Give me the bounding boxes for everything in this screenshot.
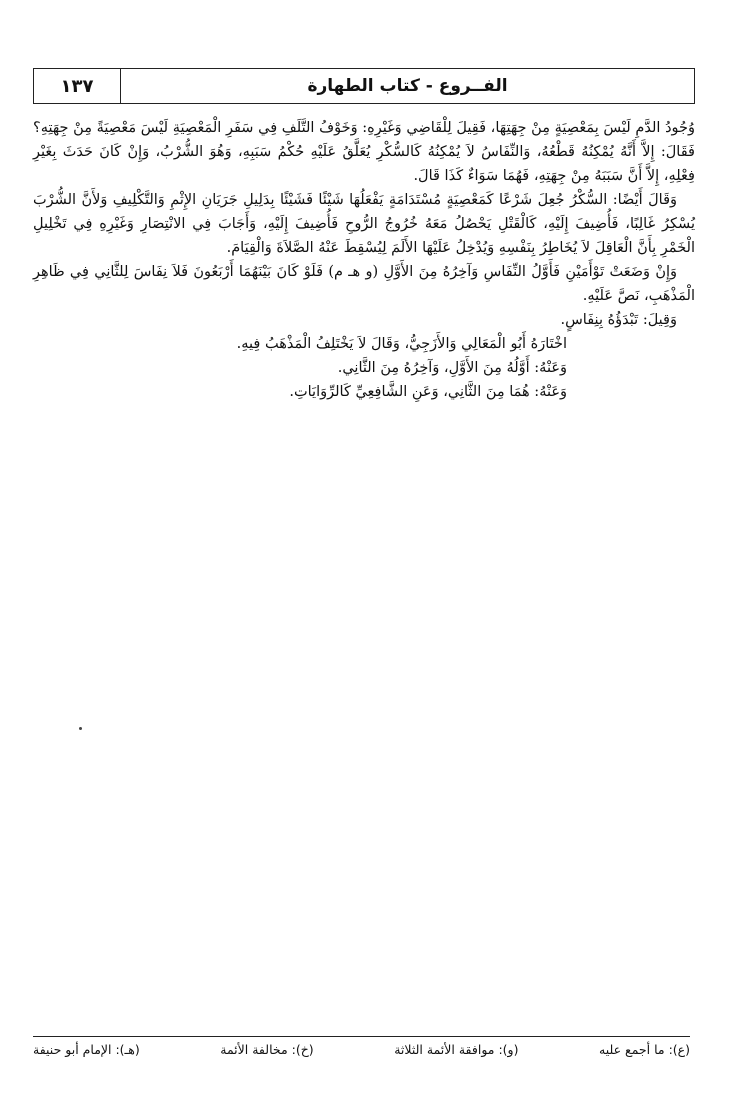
footer-legend <box>33 1042 690 1062</box>
stray-dot <box>79 727 82 730</box>
body-text <box>33 116 695 404</box>
footer-legend-item: (و): موافقة الأئمة الثلاثة <box>394 1042 519 1057</box>
paragraph: وَإِنْ وَضَعَتْ تَوْأَمَيْنِ فَأَوَّلُ النِّفَاسِ وَآخِرُهُ مِنَ الأَوَّلِ (و هـ م) فَلَوْ كَانَ بَيْنَهُمَا أَرْبَعُونَ فَلاَ نِفَاسَ لِلثَّانِي فِي ظَاهِرِ الْمَذْهَبِ، نَصَّ عَلَيْهِ. <box>33 264 695 304</box>
footer-legend-item: (خ): مخالفة الأئمة <box>220 1042 314 1057</box>
footer-legend-item: (هـ): الإمام أبو حنيفة <box>33 1042 140 1057</box>
page-number: ١٣٧ <box>34 69 121 103</box>
paragraph: اخْتَارَهُ أَبُو الْمَعَالِي وَالأَزَجِيُّ، وَقَالَ لاَ يَخْتَلِفُ الْمَذْهَبُ فِيهِ. <box>236 336 567 352</box>
paragraph: وَقَالَ أَيْضًا: السُّكْرُ جُعِلَ شَرْعًا كَمَعْصِيَةٍ مُسْتَدَامَةٍ يَفْعَلُهَا شَيْئًا فَشَيْئًا بِدَلِيلِ جَرَيَانِ الإِثْمِ وَالتَّكْلِيفِ وَلأَنَّ الشُّرْبَ يُسْكِرُ غَالِبًا، فَأُضِيفَ إِلَيْهِ، كَالْقَتْلِ يَحْصُلُ مَعَهُ خُرُوجُ الرُّوحِ فَأُضِيفَ إِلَيْهِ، وَأَجَابَ فِي الانْتِصَارِ وَغَيْرِهِ فِي تَخْلِيلِ الْخَمْرِ بِأَنَّ الْعَاقِلَ لاَ يُخَاطِرُ بِنَفْسِهِ وَيُدْخِلُ عَلَيْهَا الأَلَمَ لِيُسْقِطَ عَنْهُ الصَّلاَةَ وَالْقِيَامَ. <box>33 192 695 256</box>
footer-legend-item: (ع): ما أجمع عليه <box>599 1042 690 1057</box>
paragraph: وَقِيلَ: تَبْدَؤُهُ بِنِفَاسٍ. <box>560 312 677 328</box>
paragraph: وَعَنْهُ: هُمَا مِنَ الثَّانِي، وَعَنِ الشَّافِعِيِّ كَالرِّوَايَاتِ. <box>289 384 567 400</box>
page-header <box>33 68 695 104</box>
paragraph: وَعَنْهُ: أَوَّلُهُ مِنَ الأَوَّلِ، وَآخِرُهُ مِنَ الثَّانِي. <box>337 360 567 376</box>
footer-divider <box>33 1036 690 1037</box>
paragraph: وُجُودُ الدَّمِ لَيْسَ بِمَعْصِيَةٍ مِنْ جِهَتِهَا، فَقِيلَ لِلْقَاضِي وَغَيْرِهِ: وَخَوْفُ التَّلَفِ فِي سَفَرِ الْمَعْصِيَةِ لَيْسَ مَعْصِيَةً مِنْ جِهَتِهِ؟ فَقَالَ: إِلاَّ أَنَّهُ يُمْكِنُهُ قَطْعُهُ، وَالنِّفَاسُ لاَ يُمْكِنُهُ كَالسُّكْرِ يُعَلَّقُ عَلَيْهِ حُكْمُ سَبَبِهِ، وَهُوَ الشُّرْبُ، وَإِنْ كَانَ حَدَثَ بِغَيْرِ فِعْلِهِ، إِلاَّ أَنَّ سَبَبَهُ مِنْ جِهَتِهِ، فَهُمَا سَوَاءٌ كَذَا قَالَ. <box>33 120 695 184</box>
header-title: الفــروع - كتاب الطهارة <box>307 76 508 96</box>
